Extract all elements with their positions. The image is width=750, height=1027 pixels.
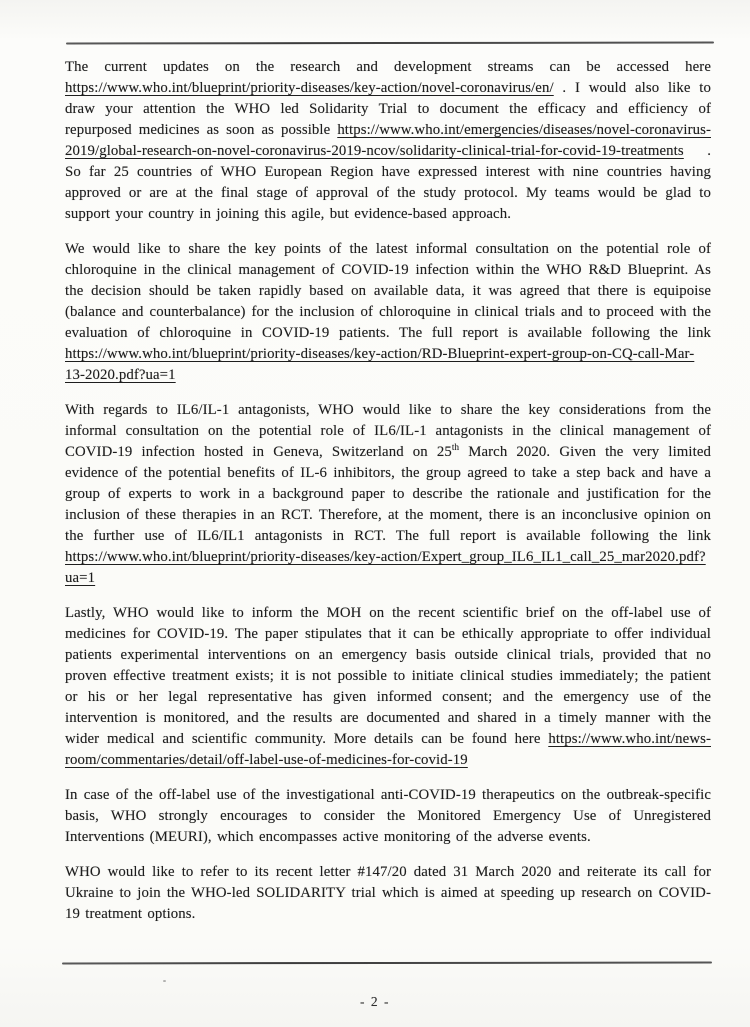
paragraph-il6-il1-antagonists	[65, 400, 711, 589]
link-novel-coronavirus-updates[interactable]: https://www.who.int/blueprint/priority-diseases/key-action/novel-coronavirus/en/	[65, 80, 554, 96]
link-il6-il1-expert-group-report[interactable]: https://www.who.int/blueprint/priority-diseases/key-action/Expert_group_IL6_IL1_call_25_mar2020.pdf?ua=1	[65, 549, 706, 586]
paragraph-text: We would like to share the key points of the latest informal consultation on the potential role of chloroquine in the clinical management of COVID-19 infection within the WHO R&D Blueprint. As the decision should be taken rapidly based on available data, it was agreed that there is equipoise (balance and counterbalance) for the inclusion of chloroquine in clinical trials and to proceed with the evaluation of chloroquine in COVID-19 patients. The full report is available following the link	[65, 241, 711, 341]
scan-artifact	[163, 980, 166, 982]
paragraph-solidarity-call	[65, 862, 711, 925]
paragraph-text: . I would also like to draw your attention the WHO led Solidarity Trial to document the efficacy and efficiency of repurposed medicines as soon as possible	[65, 80, 711, 138]
paragraph-off-label-use	[65, 603, 711, 771]
paragraph-chloroquine-consultation	[65, 239, 711, 386]
ordinal-superscript: th	[451, 442, 460, 453]
paragraph-text: With regards to IL6/IL-1 antagonists, WHO would like to share the key considerations from the informal consultation on the potential role of IL6/IL-1 antagonists in the clinical management of COVID-19 infection hosted in Geneva, Switzerland on 25	[65, 402, 711, 460]
paragraph-meuri	[65, 785, 711, 848]
paragraph-text: Lastly, WHO would like to inform the MOH on the recent scientific brief on the off-label use of medicines for COVID-19. The paper stipulates that it can be ethically appropriate to offer individual patients experimental interventions on an emergency basis outside clinical trials, provided that no proven effective treatment exists; it is not possible to initiate clinical studies immediately; the patient or his or her legal representative has given informed consent; and the emergency use of the intervention is monitored, and the results are documented and shared in a timely manner with the wider medical and scientific community. More details can be found here	[65, 605, 711, 747]
link-solidarity-clinical-trial[interactable]: https://www.who.int/emergencies/diseases/novel-coronavirus-2019/global-research-on-novel-coronavirus-2019-ncov/solidarity-clinical-trial-for-covid-19-treatments	[65, 122, 711, 159]
paragraph-research-updates	[65, 57, 711, 225]
footer-rule	[62, 962, 712, 965]
header-rule	[66, 42, 714, 45]
letter-body	[65, 57, 711, 925]
paragraph-text: The current updates on the research and development streams can be accessed here	[65, 59, 711, 75]
link-off-label-medicines-brief[interactable]: https://www.who.int/news-room/commentaries/detail/off-label-use-of-medicines-for-covid-19	[65, 731, 711, 768]
paragraph-text: . So far 25 countries of WHO European Region have expressed interest with nine countries having approved or are at the final stage of approval of the study protocol. My teams would be glad to support your country in joining this agile, but evidence-based approach.	[65, 143, 711, 222]
paragraph-text: March 2020. Given the very limited evidence of the potential benefits of IL-6 inhibitors, the group agreed to take a step back and have a group of experts to work in a background paper to describe the rationale and justification for the inclusion of these therapies in an RCT. Therefore, at the moment, there is an inconclusive opinion on the further use of IL6/IL1 antagonists in RCT. The full report is available following the link	[65, 444, 711, 544]
link-cq-expert-group-report[interactable]: https://www.who.int/blueprint/priority-diseases/key-action/RD-Blueprint-expert-group-on-CQ-call-Mar-13-2020.pdf?ua=1	[65, 346, 695, 383]
paragraph-text: WHO would like to refer to its recent letter #147/20 dated 31 March 2020 and reiterate its call for Ukraine to join the WHO-led SOLIDARITY trial which is aimed at speeding up research on COVID-19 treatment options.	[65, 864, 711, 922]
page-number: - 2 -	[360, 994, 390, 1009]
paragraph-text: In case of the off-label use of the investigational anti-COVID-19 therapeutics on the outbreak-specific basis, WHO strongly encourages to consider the Monitored Emergency Use of Unregistered Interventions (MEURI), which encompasses active monitoring of the adverse events.	[65, 787, 711, 845]
